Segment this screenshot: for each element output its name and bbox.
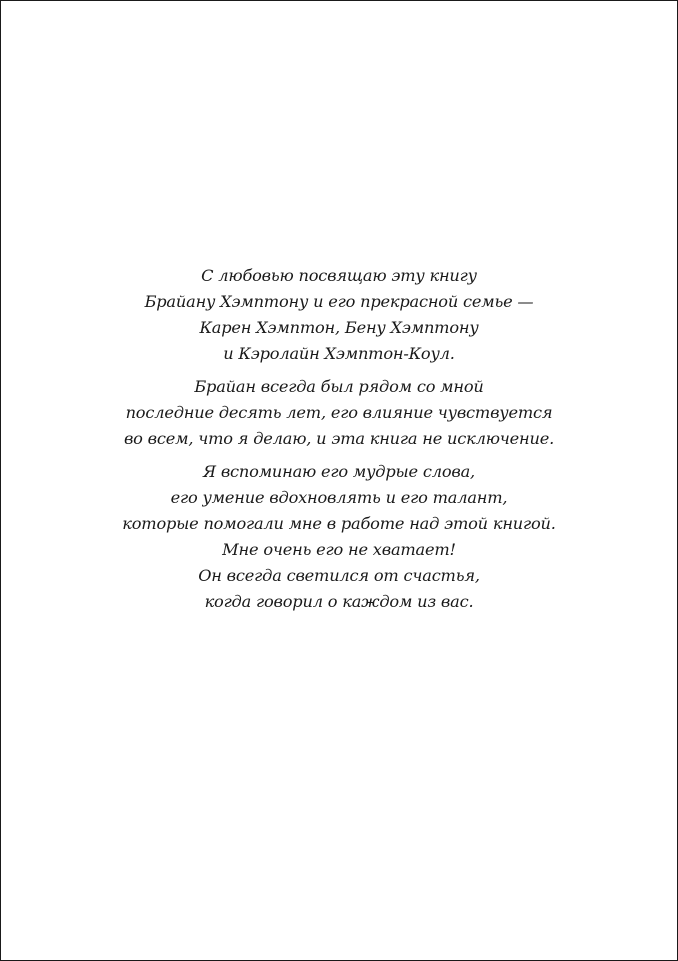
- dedication-paragraph-3: [1, 459, 677, 615]
- dedication-line: последние десять лет, его влияние чувствуется: [125, 403, 553, 422]
- dedication-line: Карен Хэмптон, Бену Хэмптону: [199, 318, 479, 337]
- dedication-line: Я вспоминаю его мудрые слова,: [203, 462, 475, 481]
- dedication-line: его умение вдохновлять и его талант,: [170, 488, 508, 507]
- dedication-text: [1, 263, 677, 615]
- dedication-line: во всем, что я делаю, и эта книга не исключение.: [123, 429, 555, 448]
- dedication-line: и Кэролайн Хэмптон-Коул.: [223, 344, 455, 363]
- dedication-line: Мне очень его не хватает!: [222, 540, 456, 559]
- dedication-line: Он всегда светился от счастья,: [198, 566, 480, 585]
- dedication-line: С любовью посвящаю эту книгу: [201, 266, 477, 285]
- dedication-line: которые помогали мне в работе над этой книгой.: [122, 514, 556, 533]
- dedication-line: когда говорил о каждом из вас.: [204, 592, 474, 611]
- dedication-paragraph-2: [1, 374, 677, 452]
- dedication-line: Брайан всегда был рядом со мной: [194, 377, 484, 396]
- dedication-paragraph-1: [1, 263, 677, 367]
- dedication-line: Брайану Хэмптону и его прекрасной семье —: [144, 292, 534, 311]
